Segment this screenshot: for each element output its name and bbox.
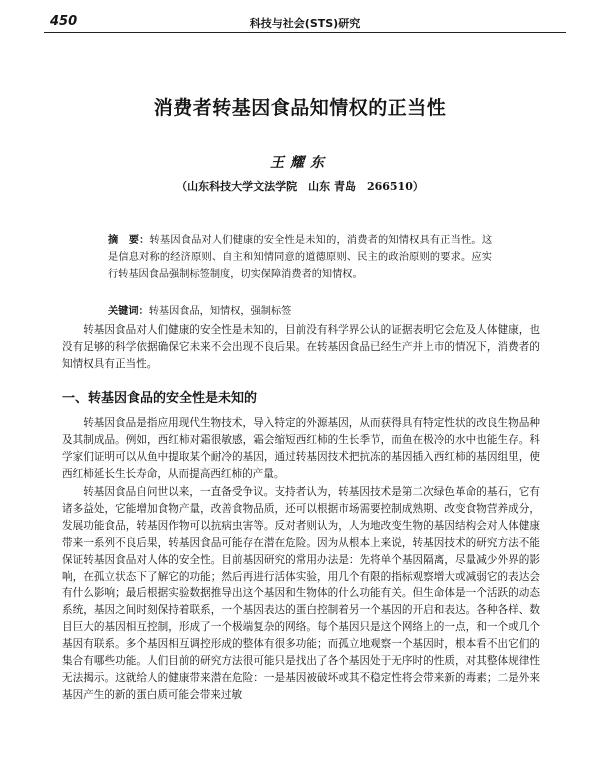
abstract [108, 232, 492, 283]
keywords-label: 关键词： [108, 306, 149, 317]
body-paragraph-1: 转基因食品是指应用现代生物技术，导入特定的外源基因，从而获得具有特定性状的改良生物品种及其制成品。例如，西红柿对霜很敏感，霜会缩短西红柿的生长季节，而鱼在极冷的水中也能生存。科学家们证明可以从鱼中提取某个耐冷的基因，通过转基因技术把抗冻的基因插入西红柿的基因组里，使西红柿延长生长寿命，从而提高西红柿的产量。 [62, 417, 540, 480]
abstract-label: 摘 要： [108, 235, 150, 246]
author-name: 王耀东 [270, 155, 330, 171]
section-heading: 一、转基因食品的安全性是未知的 [62, 391, 258, 406]
article-title: 消费者转基因食品知情权的正当性 [153, 97, 447, 119]
abstract-text: 转基因食品对人们健康的安全性是未知的，消费者的知情权具有正当性。这是信息对称的经济原则、自主和知情同意的道德原则、民主的政治原则的要求。应实行转基因食品强制标签制度，切实保障消费者的知情权。 [108, 235, 493, 280]
body-paragraph-2: 转基因食品自问世以来，一直备受争议。支持者认为，转基因技术是第二次绿色革命的基石，它有诸多益处，它能增加食物产量，改善食物品质，还可以根据市场需要控制成熟期、改变食物营养成分，发展功能食品，转基因作物可以抗病虫害等。反对者则认为，人为地改变生物的基因结构会对人体健康带来一系列不良后果，转基因食品可能存在潜在危险。因为从根本上来说，转基因技术的研究方法不能保证转基因食品对人体的安全性。目前基因研究的常用办法是：先将单个基因隔离，尽量减少外界的影响，在孤立状态下了解它的功能；然后再进行活体实验，用几个有限的指标观察增大或减弱它的表达会有什么影响；最后根据实验数据推导出这个基因和生物体的什么功能有关。但生命体是一个活跃的动态系统，基因之间时刻保持着联系，一个基因表达的蛋白控制着另一个基因的开启和表达。各种各样、数目巨大的基因相互控制，形成了一个极端复杂的网络。每个基因只是这个网络上的一点，和一个或几个基因有联系。多个基因相互调控形成的整体有很多功能；而孤立地观察一个基因时，根本看不出它们的集合有哪些功能。人们目前的研究方法很可能只是找出了各个基因处于无序时的性质，对其整体规律性无法揭示。这就给人的健康带来潜在危险：一是基因被破坏或其不稳定性将会带来新的毒素；二是外来基因产生的新的蛋白质可能会带来过敏 [62, 486, 540, 701]
journal-name: 科技与社会(STS)研究 [249, 17, 361, 30]
keywords-text: 转基因食品，知情权，强制标签 [148, 306, 292, 317]
running-header [44, 12, 566, 33]
intro-paragraph: 转基因食品对人们健康的安全性是未知的，目前没有科学界公认的证据表明它会危及人体健康，也没有足够的科学依据确保它未来不会出现不良后果。在转基因食品已经生产并上市的情况下，消费者的知情权具有正当性。 [62, 324, 540, 370]
keywords [108, 303, 492, 320]
page-number: 450 [50, 14, 78, 29]
author-affiliation: （山东科技大学文法学院 山东 青岛 266510） [176, 180, 424, 193]
